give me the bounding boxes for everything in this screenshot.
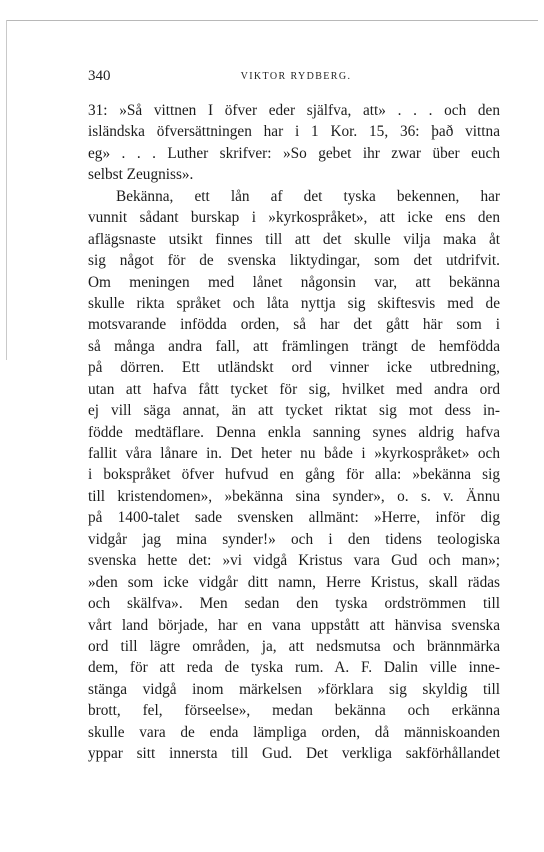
running-head: VIKTOR RYDBERG.: [240, 71, 352, 82]
body-text: [88, 100, 500, 765]
text-line: ord till lägre områden, ja, att nedsmutsa och brännmärka: [88, 637, 500, 655]
text-line: vidgår jag mina synder!» och i den tidens teologiska: [88, 530, 500, 548]
text-line: födde medtäflare. Denna enkla sanning synes aldrig hafva: [88, 423, 500, 441]
text-line: Om meningen med lånet någonsin var, att bekänna: [88, 273, 500, 291]
text-line: aflägsnaste utsikt finnes till att det skulle vilja maka åt: [88, 230, 500, 248]
page-number: 340: [88, 68, 111, 84]
text-line: brott, fel, förseelse», medan bekänna och erkänna: [88, 702, 500, 720]
text-line: sig något för de svenska liktydingar, som det utdrifvit.: [88, 252, 500, 270]
text-line: vunnit sådant burskap i »kyrkospråket», att icke ens den: [88, 209, 500, 227]
text-line: selbst Zeugniss».: [88, 166, 194, 184]
text-line: svenska hette det: »vi vidgå Kristus vara Gud och man»;: [88, 552, 500, 570]
text-line: »den som icke vidgår ditt namn, Herre Kristus, skall rädas: [88, 573, 500, 591]
text-line: skulle rikta språket och låta nyttja sig skiftesvis med de: [88, 294, 500, 312]
text-line: till kristendomen», »bekänna sina synder», o. s. v. Ännu: [88, 487, 500, 505]
text-line: dem, för att reda de tyska rum. A. F. Dalin ville inne-: [88, 659, 500, 677]
text-line: motsvarande infödda orden, så har det gått här som i: [88, 316, 500, 334]
text-line: och skälfva». Men sedan den tyska ordströmmen till: [88, 595, 500, 613]
page-top-edge: [6, 20, 538, 21]
text-line: vårt land började, har en vana uppstått att hänvisa svenska: [88, 616, 500, 634]
text-line: skulle vara de enda lämpliga orden, då människoanden: [88, 723, 500, 741]
text-line: utan att hafva fått tycket för sig, hvilket med andra ord: [88, 380, 500, 398]
text-line: 31: »Så vittnen I öfver eder själfva, att» . . . och den: [88, 102, 500, 119]
text-line: Bekänna, ett lån af det tyska bekennen, har: [116, 187, 500, 205]
text-line: isländska öfversättningen har i 1 Kor. 15, 36: það vittna: [88, 123, 500, 141]
text-line: på 1400-talet sade svensken allmänt: »Herre, inför dig: [88, 509, 500, 527]
text-line: i bokspråket öfver hufvud en gång för alla: »bekänna sig: [88, 466, 500, 484]
page-header: [88, 68, 504, 88]
page-left-edge: [6, 20, 7, 360]
text-line: fallit våra lånare in. Det heter nu både i »kyrkospråket» och: [88, 445, 500, 462]
text-line: yppar sitt innersta till Gud. Det verkliga sakförhållandet: [88, 745, 500, 763]
text-line: ej vill säga annat, än att tycket riktat sig mot dess in-: [88, 402, 500, 420]
text-line: så många andra fall, att främlingen trängt de hemfödda: [88, 337, 500, 355]
text-line: på dörren. Ett utländskt ord vinner icke utbredning,: [88, 359, 500, 377]
text-line: stänga vidgå inom märkelsen »förklara sig skyldig till: [88, 680, 500, 698]
text-line: eg» . . . Luther skrifver: »So gebet ihr zwar über euch: [88, 144, 500, 162]
